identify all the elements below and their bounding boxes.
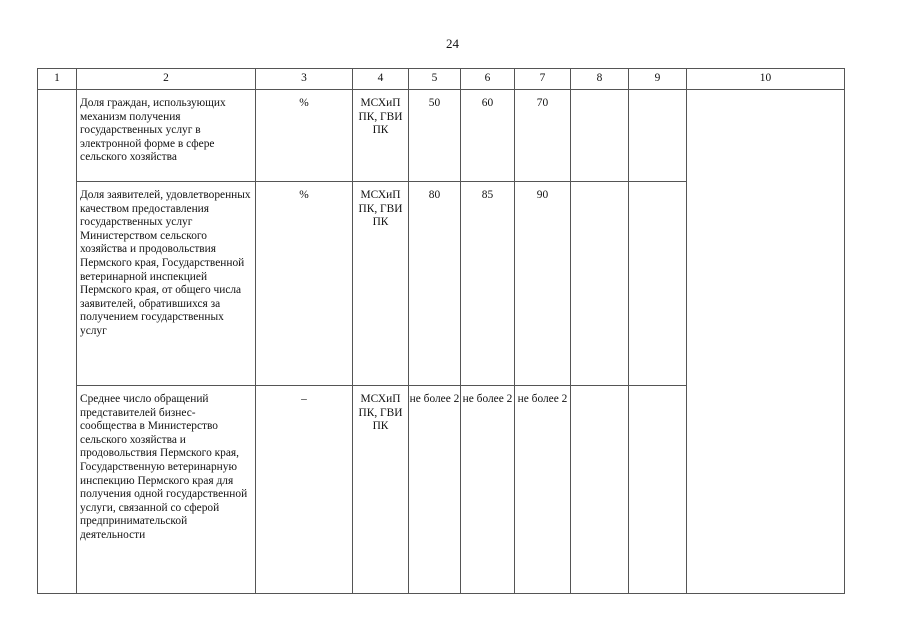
column-8-cell	[571, 182, 629, 386]
indicator-description: Доля граждан, использующих механизм получения государственных услуг в электронной форме в сфере сельского хозяйства	[77, 90, 256, 182]
header-cell-8: 8	[571, 69, 629, 90]
indicator-value-5: не более 2	[409, 386, 461, 594]
indicator-value-6: 60	[461, 90, 515, 182]
column-1-cell	[38, 90, 77, 594]
indicator-description: Среднее число обращений представителей бизнес-сообщества в Министерство сельского хозяйства и продовольствия Пермского края, Государственную ветеринарную инспекцию Пермского края для получения одной государственной услуги, связанной со сферой предпринимательской деятельности	[77, 386, 256, 594]
column-9-cell	[629, 90, 687, 182]
column-9-cell	[629, 386, 687, 594]
column-8-cell	[571, 386, 629, 594]
header-cell-3: 3	[256, 69, 353, 90]
header-cell-5: 5	[409, 69, 461, 90]
indicator-unit: %	[256, 90, 353, 182]
header-cell-10: 10	[687, 69, 845, 90]
indicator-value-7: не более 2	[515, 386, 571, 594]
indicator-value-5: 80	[409, 182, 461, 386]
indicator-value-6: не более 2	[461, 386, 515, 594]
indicator-unit: –	[256, 386, 353, 594]
header-cell-2: 2	[77, 69, 256, 90]
indicator-value-7: 70	[515, 90, 571, 182]
indicator-value-7: 90	[515, 182, 571, 386]
table-header-row	[38, 69, 845, 90]
indicator-description: Доля заявителей, удовлетворенных качеством предоставления государственных услуг Министерством сельского хозяйства и продовольствия Пермского края, Государственной ветеринарной инспекцией Пермского края, от общего числа заявителей, обратившихся за получением государственных услуг	[77, 182, 256, 386]
column-9-cell	[629, 182, 687, 386]
indicator-value-5: 50	[409, 90, 461, 182]
header-cell-1: 1	[38, 69, 77, 90]
header-cell-7: 7	[515, 69, 571, 90]
indicator-unit: %	[256, 182, 353, 386]
table-row	[38, 90, 845, 182]
column-10-cell	[687, 90, 845, 594]
header-cell-6: 6	[461, 69, 515, 90]
header-cell-4: 4	[353, 69, 409, 90]
page-number: 24	[446, 36, 459, 51]
column-8-cell	[571, 90, 629, 182]
indicator-organization: МСХиП ПК, ГВИ ПК	[353, 90, 409, 182]
header-cell-9: 9	[629, 69, 687, 90]
indicator-value-6: 85	[461, 182, 515, 386]
indicators-table	[37, 68, 845, 594]
indicator-organization: МСХиП ПК, ГВИ ПК	[353, 386, 409, 594]
indicator-organization: МСХиП ПК, ГВИ ПК	[353, 182, 409, 386]
